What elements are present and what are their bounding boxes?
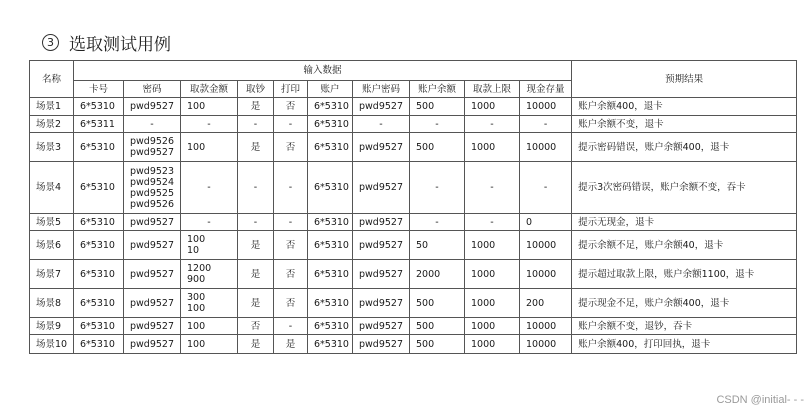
cell-dispense: 是: [238, 335, 274, 354]
header-cash-stock: 现金存量: [520, 81, 572, 98]
scenario-name: 场景10: [30, 335, 74, 354]
expected-result: 提示无现金，退卡: [572, 214, 797, 231]
scenario-name: 场景8: [30, 289, 74, 318]
cell-withdraw-amount: -: [181, 214, 238, 231]
test-case-table: [29, 60, 797, 354]
cell-print: 否: [274, 98, 308, 116]
cell-print: -: [274, 162, 308, 214]
cell-dispense: 否: [238, 318, 274, 335]
cell-card-no: 6*5310: [74, 318, 124, 335]
scenario-name: 场景4: [30, 162, 74, 214]
cell-account: 6*5310: [308, 162, 353, 214]
cell-cash-stock: 10000: [520, 335, 572, 354]
cell-dispense: 是: [238, 133, 274, 162]
cell-account: 6*5310: [308, 318, 353, 335]
cell-withdraw-limit: 1000: [465, 231, 520, 260]
cell-withdraw-limit: -: [465, 162, 520, 214]
cell-print: 否: [274, 231, 308, 260]
cell-card-no: 6*5310: [74, 231, 124, 260]
cell-password: -: [124, 116, 181, 133]
cell-account-password: pwd9527: [353, 335, 410, 354]
cell-account-password: pwd9527: [353, 260, 410, 289]
cell-password: pwd9527: [124, 335, 181, 354]
cell-print: 否: [274, 133, 308, 162]
cell-withdraw-limit: 1000: [465, 133, 520, 162]
header-print: 打印: [274, 81, 308, 98]
scenario-name: 场景1: [30, 98, 74, 116]
cell-account-password: pwd9527: [353, 98, 410, 116]
scenario-name: 场景5: [30, 214, 74, 231]
cell-card-no: 6*5310: [74, 133, 124, 162]
cell-account: 6*5310: [308, 231, 353, 260]
cell-withdraw-amount: 100: [181, 318, 238, 335]
csdn-watermark: CSDN @initial- - -: [716, 394, 804, 406]
cell-account: 6*5310: [308, 335, 353, 354]
cell-cash-stock: -: [520, 162, 572, 214]
cell-withdraw-limit: 1000: [465, 335, 520, 354]
expected-result: 提示密码错误，账户余额400，退卡: [572, 133, 797, 162]
header-password: 密码: [124, 81, 181, 98]
cell-print: -: [274, 214, 308, 231]
table-row: [30, 260, 797, 289]
expected-result: 账户余额不变，退钞，吞卡: [572, 318, 797, 335]
cell-balance: 50: [410, 231, 465, 260]
cell-cash-stock: 10000: [520, 98, 572, 116]
cell-withdraw-amount: -: [181, 162, 238, 214]
expected-result-header: 预期结果: [572, 61, 797, 98]
table-row: [30, 116, 797, 133]
circled-number: 3: [42, 34, 59, 51]
cell-balance: 500: [410, 335, 465, 354]
scenario-name: 场景2: [30, 116, 74, 133]
header-card-no: 卡号: [74, 81, 124, 98]
scenario-name: 场景9: [30, 318, 74, 335]
cell-dispense: -: [238, 116, 274, 133]
cell-cash-stock: 10000: [520, 231, 572, 260]
header-withdraw-limit: 取款上限: [465, 81, 520, 98]
section-heading: [42, 30, 171, 55]
table-row: [30, 318, 797, 335]
section-title: 选取测试用例: [69, 35, 171, 55]
cell-account: 6*5310: [308, 98, 353, 116]
cell-withdraw-amount: 1200 900: [181, 260, 238, 289]
cell-account: 6*5310: [308, 214, 353, 231]
header-withdraw-amount: 取款金额: [181, 81, 238, 98]
scenario-name: 场景6: [30, 231, 74, 260]
cell-card-no: 6*5310: [74, 289, 124, 318]
table-row: [30, 133, 797, 162]
cell-cash-stock: 0: [520, 214, 572, 231]
cell-cash-stock: -: [520, 116, 572, 133]
input-data-header: 输入数据: [74, 61, 572, 81]
cell-password: pwd9527: [124, 231, 181, 260]
cell-account: 6*5310: [308, 133, 353, 162]
cell-cash-stock: 10000: [520, 133, 572, 162]
cell-card-no: 6*5310: [74, 335, 124, 354]
table-row: [30, 162, 797, 214]
cell-dispense: 是: [238, 260, 274, 289]
expected-result: 账户余额400，退卡: [572, 98, 797, 116]
table-row: [30, 289, 797, 318]
header-row-main: [30, 61, 797, 81]
cell-print: 是: [274, 335, 308, 354]
cell-withdraw-limit: 1000: [465, 98, 520, 116]
expected-result: 账户余额400，打印回执，退卡: [572, 335, 797, 354]
cell-cash-stock: 10000: [520, 260, 572, 289]
header-balance: 账户余额: [410, 81, 465, 98]
cell-withdraw-limit: -: [465, 214, 520, 231]
header-account: 账户: [308, 81, 353, 98]
cell-account-password: pwd9527: [353, 231, 410, 260]
cell-withdraw-amount: 100: [181, 98, 238, 116]
cell-withdraw-limit: 1000: [465, 260, 520, 289]
cell-account-password: pwd9527: [353, 214, 410, 231]
cell-dispense: 是: [238, 289, 274, 318]
cell-print: -: [274, 318, 308, 335]
cell-password: pwd9527: [124, 289, 181, 318]
cell-dispense: 是: [238, 231, 274, 260]
cell-account-password: pwd9527: [353, 318, 410, 335]
cell-cash-stock: 10000: [520, 318, 572, 335]
cell-print: 否: [274, 260, 308, 289]
cell-password: pwd9526 pwd9527: [124, 133, 181, 162]
table-row: [30, 335, 797, 354]
cell-account-password: pwd9527: [353, 162, 410, 214]
cell-account: 6*5310: [308, 289, 353, 318]
cell-cash-stock: 200: [520, 289, 572, 318]
cell-balance: -: [410, 162, 465, 214]
expected-result: 账户余额不变，退卡: [572, 116, 797, 133]
cell-card-no: 6*5311: [74, 116, 124, 133]
cell-withdraw-amount: 100: [181, 133, 238, 162]
cell-account: 6*5310: [308, 116, 353, 133]
cell-balance: 500: [410, 318, 465, 335]
cell-balance: -: [410, 214, 465, 231]
cell-account-password: pwd9527: [353, 133, 410, 162]
header-account-password: 账户密码: [353, 81, 410, 98]
cell-account-password: -: [353, 116, 410, 133]
cell-dispense: -: [238, 214, 274, 231]
cell-withdraw-limit: 1000: [465, 318, 520, 335]
table-row: [30, 231, 797, 260]
cell-password: pwd9527: [124, 318, 181, 335]
cell-dispense: -: [238, 162, 274, 214]
cell-dispense: 是: [238, 98, 274, 116]
cell-balance: -: [410, 116, 465, 133]
name-header: 名称: [30, 61, 74, 98]
cell-card-no: 6*5310: [74, 214, 124, 231]
header-dispense: 取钞: [238, 81, 274, 98]
cell-balance: 500: [410, 133, 465, 162]
cell-withdraw-amount: -: [181, 116, 238, 133]
cell-print: 否: [274, 289, 308, 318]
cell-card-no: 6*5310: [74, 162, 124, 214]
cell-card-no: 6*5310: [74, 98, 124, 116]
cell-withdraw-limit: -: [465, 116, 520, 133]
table-row: [30, 214, 797, 231]
table-row: [30, 98, 797, 116]
cell-withdraw-limit: 1000: [465, 289, 520, 318]
cell-balance: 500: [410, 98, 465, 116]
cell-password: pwd9527: [124, 214, 181, 231]
scenario-name: 场景7: [30, 260, 74, 289]
cell-account: 6*5310: [308, 260, 353, 289]
cell-card-no: 6*5310: [74, 260, 124, 289]
cell-account-password: pwd9527: [353, 289, 410, 318]
cell-password: pwd9523 pwd9524 pwd9525 pwd9526: [124, 162, 181, 214]
expected-result: 提示3次密码错误，账户余额不变，吞卡: [572, 162, 797, 214]
cell-withdraw-amount: 100: [181, 335, 238, 354]
expected-result: 提示现金不足，账户余额400，退卡: [572, 289, 797, 318]
cell-balance: 500: [410, 289, 465, 318]
cell-password: pwd9527: [124, 98, 181, 116]
expected-result: 提示余额不足，账户余额40，退卡: [572, 231, 797, 260]
cell-withdraw-amount: 100 10: [181, 231, 238, 260]
expected-result: 提示超过取款上限，账户余额1100，退卡: [572, 260, 797, 289]
cell-withdraw-amount: 300 100: [181, 289, 238, 318]
scenario-name: 场景3: [30, 133, 74, 162]
cell-password: pwd9527: [124, 260, 181, 289]
cell-balance: 2000: [410, 260, 465, 289]
cell-print: -: [274, 116, 308, 133]
